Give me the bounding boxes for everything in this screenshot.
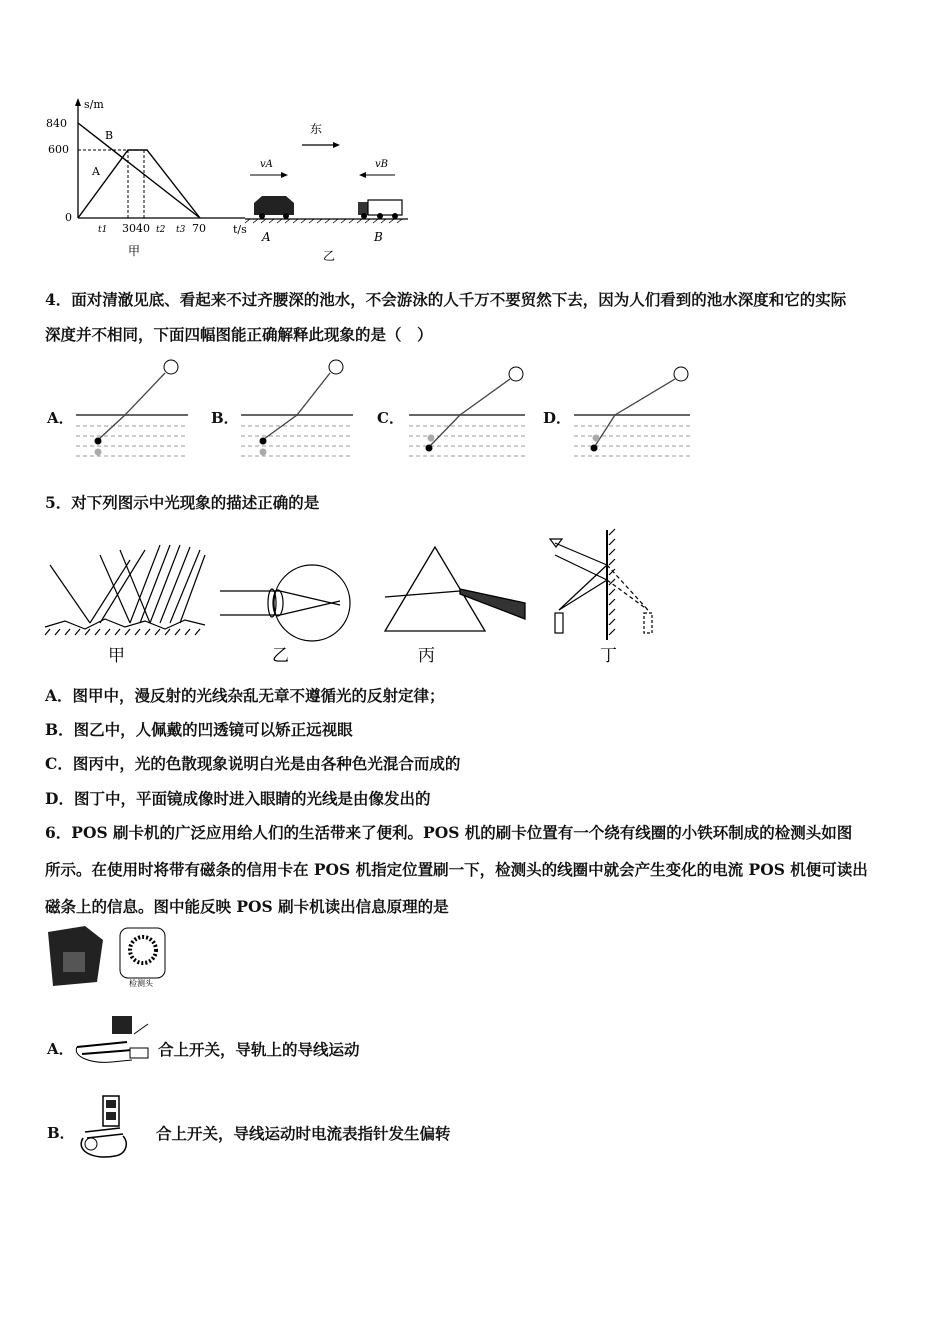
object-icon <box>260 438 267 445</box>
q4-option-a-figure <box>72 355 190 460</box>
image-icon <box>260 449 267 456</box>
q6-line3: 磁条上的信息。图中能反映 POS 刷卡机读出信息原理的是 <box>45 897 449 916</box>
q4-line2: 深度并不相同，下面四幅图能正确解释此现象的是（ ） <box>45 325 433 344</box>
object-icon <box>95 438 102 445</box>
q6-option-b-text[interactable]: 合上开关，导线运动时电流表指针发生偏转 <box>156 1124 451 1143</box>
q4-option-d-figure <box>570 362 695 462</box>
direction-label: 东 <box>310 122 323 136</box>
car-icon <box>254 196 294 215</box>
va-label: vA <box>260 159 273 170</box>
object-icon <box>426 445 433 452</box>
q4-option-b-figure <box>237 355 355 460</box>
st-graph <box>46 98 247 258</box>
y-tick-840: 840 <box>46 117 67 130</box>
q4-option-a-label[interactable]: A． <box>47 409 74 427</box>
q4-line1: 4．面对清澈见底、看起来不过齐腰深的池水，不会游泳的人千万不要贸然下去，因为人们看到的池水深度和它的实际 <box>45 290 847 309</box>
q6-option-a-text[interactable]: 合上开关，导轨上的导线运动 <box>158 1040 360 1059</box>
caption-ding: 丁 <box>600 646 617 666</box>
truck-icon <box>358 200 402 219</box>
image-icon <box>593 435 600 442</box>
q6-option-b-label[interactable]: B． <box>47 1124 75 1142</box>
q6-line2: 所示。在使用时将带有磁条的信用卡在 POS 机指定位置刷一下，检测头的线圈中就会产生变化的电流 POS 机便可读出 <box>45 860 868 879</box>
caption-jia: 甲 <box>108 646 125 666</box>
caption-jia: 甲 <box>128 244 141 258</box>
magnet-icon <box>112 1016 132 1034</box>
x-tick-t1: t1 <box>98 225 108 235</box>
q5-option-a[interactable]: A．图甲中，漫反射的光线杂乱无章不遵循光的反射定律； <box>45 686 445 705</box>
q3-figure <box>40 95 430 265</box>
eye-icon <box>674 367 688 381</box>
x-tick-30: 30 <box>122 222 136 235</box>
vb-arrow-icon <box>359 172 366 178</box>
q4-option-b-label[interactable]: B． <box>211 409 239 427</box>
battery-icon <box>130 1048 148 1058</box>
x-tick-40: 40 <box>136 222 150 235</box>
q5-option-d[interactable]: D．图丁中，平面镜成像时进入眼睛的光线是由像发出的 <box>45 789 431 808</box>
q4-option-c-label[interactable]: C． <box>377 409 404 427</box>
car-diagram <box>245 122 408 263</box>
eye-icon <box>509 367 523 381</box>
pos-machine-figure <box>45 922 170 992</box>
object-icon <box>591 445 598 452</box>
caption-bing: 丙 <box>418 646 435 666</box>
q5-option-b[interactable]: B．图乙中，人佩戴的凹透镜可以矫正远视眼 <box>45 720 353 739</box>
vb-label: vB <box>375 159 388 170</box>
y-axis-label: s/m <box>84 98 104 111</box>
eye-lens-figure <box>220 565 350 641</box>
plane-mirror-figure <box>550 529 652 640</box>
line-a <box>78 150 200 218</box>
y-tick-0: 0 <box>65 211 72 224</box>
image-icon <box>95 449 102 456</box>
image-icon <box>428 435 435 442</box>
x-tick-70: 70 <box>192 222 206 235</box>
q6-line1: 6．POS 刷卡机的广泛应用给人们的生活带来了便利。POS 机的刷卡位置有一个绕有线圈的小铁环制成的检测头如图 <box>45 823 853 842</box>
prism-figure <box>385 547 525 631</box>
line-a-label: A <box>92 165 100 178</box>
point-a-label: A <box>262 230 271 244</box>
ammeter-icon <box>85 1138 97 1150</box>
q6-option-a-figure <box>72 1012 157 1067</box>
va-arrow-icon <box>281 172 288 178</box>
eye-icon <box>329 360 343 374</box>
y-tick-600: 600 <box>48 143 69 156</box>
x-tick-t3: t3 <box>176 225 186 235</box>
q5-option-c[interactable]: C．图丙中，光的色散现象说明白光是由各种色光混合而成的 <box>45 754 461 773</box>
caption-yi: 乙 <box>272 646 289 666</box>
q5-figures <box>40 525 670 670</box>
caption-yi: 乙 <box>323 249 336 263</box>
q6-option-a-label[interactable]: A． <box>47 1040 74 1058</box>
q4-option-d-label[interactable]: D． <box>543 409 572 427</box>
y-axis-arrow-icon <box>75 98 81 106</box>
diffuse-reflection-figure <box>45 545 205 635</box>
q5-stem: 5．对下列图示中光现象的描述正确的是 <box>45 493 320 512</box>
detector-label: 检测头 <box>129 979 153 988</box>
eye-icon <box>164 360 178 374</box>
point-b-label: B <box>374 230 383 244</box>
q4-option-c-figure <box>405 362 530 462</box>
x-tick-t2: t2 <box>156 225 166 235</box>
line-b-label: B <box>105 129 114 142</box>
q6-option-b-figure <box>75 1094 155 1164</box>
direction-arrow-icon <box>333 142 340 148</box>
x-axis-label: t/s <box>233 223 247 236</box>
